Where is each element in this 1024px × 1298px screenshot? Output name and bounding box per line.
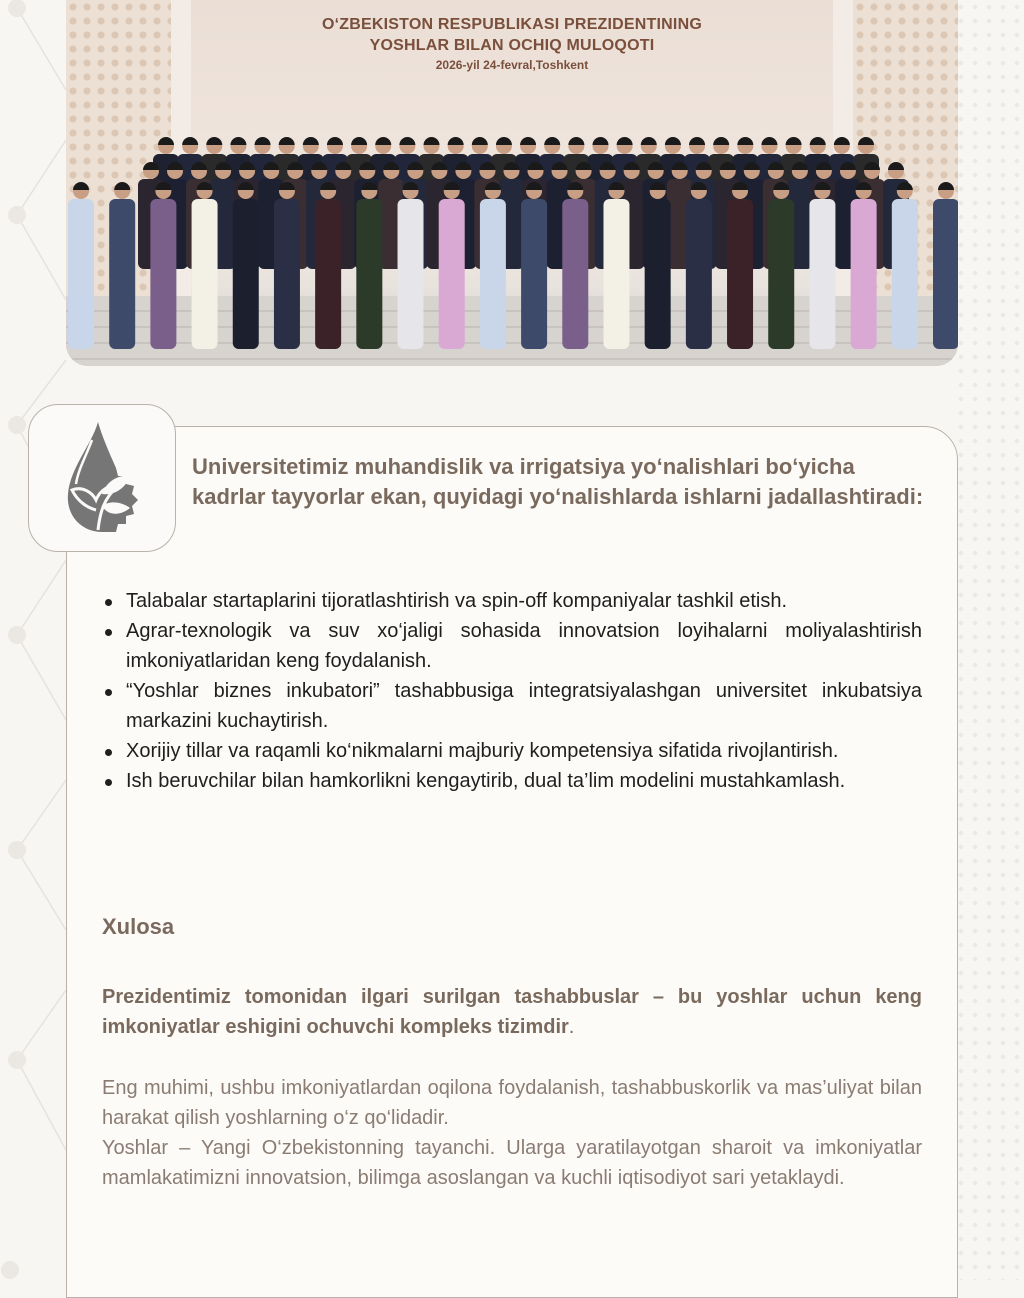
person-hair — [496, 137, 512, 145]
person-hair — [375, 137, 391, 145]
person-hair — [858, 137, 874, 145]
person-hair — [665, 137, 681, 145]
water-drop-leaf-gear-icon — [62, 420, 142, 536]
person-body — [192, 199, 218, 349]
icon-box — [28, 404, 176, 552]
list-item: Agrar-texnologik va suv xo‘jaligi sohasida innovatsion loyihalarni moliyalashtirish imkoniyatlaridan keng foydalanish. — [102, 616, 922, 676]
person-hair — [592, 137, 608, 145]
person-body — [315, 199, 341, 349]
person-body — [645, 199, 671, 349]
person-body — [686, 199, 712, 349]
conclusion-bold-text: Prezidentimiz tomonidan ilgari surilgan tashabbuslar – bu yoshlar uchun keng imkoniyatlar eshigini ochuvchi kompleks tizimdir — [102, 986, 922, 1038]
person-hair — [713, 137, 729, 145]
person-hair — [761, 137, 777, 145]
person-body — [562, 199, 588, 349]
list-item: “Yoshlar biznes inkubatori” tashabbusiga integratsiyalashgan universitet inkubatsiya markazini kuchaytirish. — [102, 676, 922, 736]
person-body — [233, 199, 259, 349]
closing-paragraph: Eng muhimi, ushbu imkoniyatlardan oqilona foydalanish, tashabbuskorlik va mas’uliyat bilan harakat qilish yoshlarning o‘z qo‘lidadir. — [102, 1077, 922, 1129]
person-hair — [351, 137, 367, 145]
person-hair — [617, 137, 633, 145]
person-hair — [810, 137, 826, 145]
person-hair — [73, 182, 89, 190]
person-hair — [472, 137, 488, 145]
person-hair — [689, 137, 705, 145]
background-dot-pattern — [954, 0, 1024, 1280]
bullet-list — [102, 586, 922, 796]
person-hair — [158, 137, 174, 145]
person-body — [68, 199, 94, 349]
person-body — [809, 199, 835, 349]
person-hair — [303, 137, 319, 145]
person-hair — [182, 137, 198, 145]
background-network-lines — [0, 0, 70, 1280]
list-item: Xorijiy tillar va raqamli ko‘nikmalarni majburiy kompetensiya sifatida rivojlantirish. — [102, 736, 922, 766]
person-hair — [520, 137, 536, 145]
person-body — [274, 199, 300, 349]
person-body — [109, 199, 135, 349]
person-body — [727, 199, 753, 349]
person-body — [892, 199, 918, 349]
person-body — [933, 199, 958, 349]
person-body — [398, 199, 424, 349]
person-hair — [327, 137, 343, 145]
person-hair — [641, 137, 657, 145]
person-hair — [544, 137, 560, 145]
conclusion-period: . — [568, 1016, 575, 1038]
person-body — [356, 199, 382, 349]
person-hair — [230, 137, 246, 145]
person-body — [480, 199, 506, 349]
person-body — [521, 199, 547, 349]
group-photo — [66, 0, 958, 366]
list-item: Talabalar startaplarini tijoratlashtirish va spin-off kompaniyalar tashkil etish. — [102, 586, 922, 616]
person-body — [603, 199, 629, 349]
person-hair — [888, 162, 904, 170]
section-title-xulosa: Xulosa — [102, 914, 175, 939]
person-hair — [938, 182, 954, 190]
person-body — [150, 199, 176, 349]
person-hair — [114, 182, 130, 190]
person-body — [768, 199, 794, 349]
person-body — [439, 199, 465, 349]
person-body — [851, 199, 877, 349]
card-headline: Universitetimiz muhandislik va irrigatsiya yo‘nalishlari bo‘yicha kadrlar tayyorlar ekan, quyidagi yo‘nalishlarda ishlarni jadallashtiradi: — [192, 454, 924, 509]
person-hair — [399, 137, 415, 145]
photo-crowd — [66, 110, 958, 360]
banner-title-line2: YOSHLAR BILAN OCHIQ MULOQOTI — [369, 37, 655, 54]
person-hair — [206, 137, 222, 145]
list-item: Ish beruvchilar bilan hamkorlikni kengaytirib, dual ta’lim modelini mustahkamlash. — [102, 766, 922, 796]
banner-title-line1: O‘ZBEKISTON RESPUBLIKASI PREZIDENTINING — [322, 16, 702, 33]
person-hair — [568, 137, 584, 145]
person-hair — [834, 137, 850, 145]
person-hair — [279, 137, 295, 145]
banner-date: 2026-yil 24-fevral,Toshkent — [435, 58, 589, 72]
closing-text — [102, 1073, 922, 1193]
closing-paragraph: Yoshlar – Yangi O‘zbekistonning tayanchi. Ularga yaratilayotgan sharoit va imkoniyatlar mamlakatimizni innovatsion, bilimga asoslangan va kuchli iqtisodiyot sari yetaklaydi. — [102, 1137, 922, 1189]
person-hair — [448, 137, 464, 145]
conclusion-statement — [102, 982, 922, 1042]
person-hair — [424, 137, 440, 145]
person-hair — [737, 137, 753, 145]
person-hair — [786, 137, 802, 145]
person-hair — [255, 137, 271, 145]
photo-banner — [66, 14, 958, 74]
